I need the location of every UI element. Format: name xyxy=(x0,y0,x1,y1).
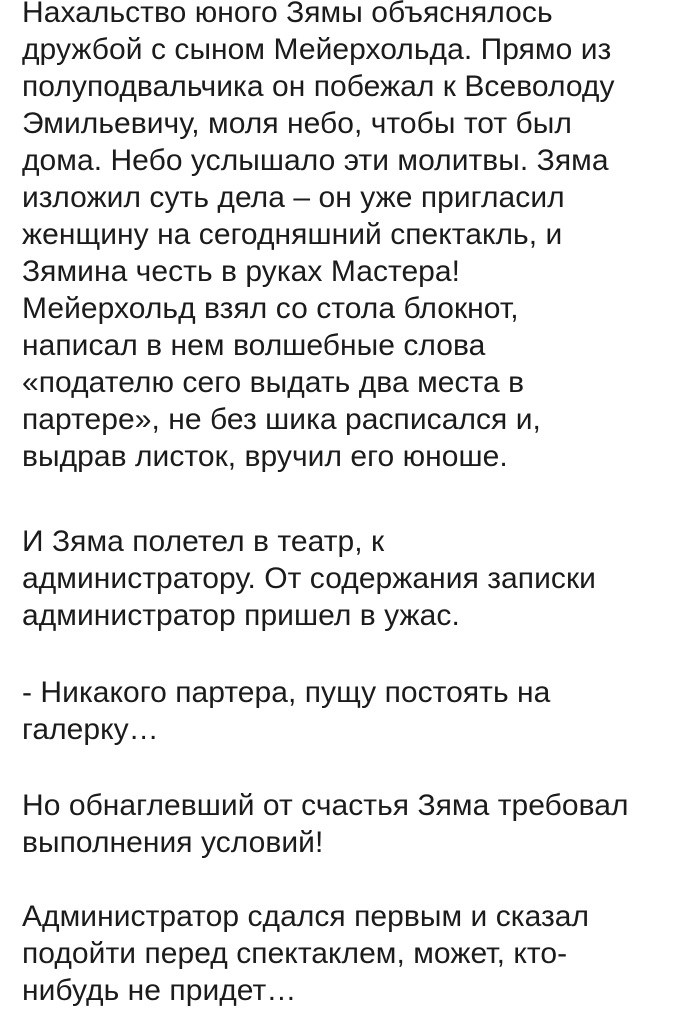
text-line: администратору. От содержания записки xyxy=(22,562,596,595)
text-line: полуподвальчика он побежал к Всеволоду xyxy=(22,70,615,103)
text-line: - Никакого партера, пущу постоять на xyxy=(22,676,551,709)
text-line: написал в нем волшебные слова xyxy=(22,329,486,362)
text-line: выполнения условий! xyxy=(22,826,324,859)
text-line: подойти перед спектаклем, может, кто- xyxy=(22,937,568,970)
text-line: дружбой с сыном Мейерхольда. Прямо из xyxy=(22,33,612,66)
text-line: нибудь не придет… xyxy=(22,974,297,1007)
text-line: «подателю сего выдать два места в xyxy=(22,366,525,399)
text-line: женщину на сегодняшний спектакль, и xyxy=(22,218,563,251)
text-line: изложил суть дела – он уже пригласил xyxy=(22,181,565,214)
text-line: Эмильевичу, моля небо, чтобы тот был xyxy=(22,107,572,140)
text-line: партере», не без шика расписался и, xyxy=(22,403,541,436)
text-line: галерку… xyxy=(22,713,159,746)
text-line: И Зяма полетел в театр, к xyxy=(22,525,385,558)
text-line: Зямина честь в руках Мастера! xyxy=(22,255,461,288)
text-line: Администратор сдался первым и сказал xyxy=(22,900,590,933)
text-line: дома. Небо услышало эти молитвы. Зяма xyxy=(22,144,609,177)
text-line: выдрав листок, вручил его юноше. xyxy=(22,440,508,473)
text-line: Но обнаглевший от счастья Зяма требовал xyxy=(22,789,629,822)
text-line: Мейерхольд взял со стола блокнот, xyxy=(22,292,519,325)
text-line: администратор пришел в ужас. xyxy=(22,599,460,632)
text-line: Нахальство юного Зямы объяснялось xyxy=(22,0,553,29)
